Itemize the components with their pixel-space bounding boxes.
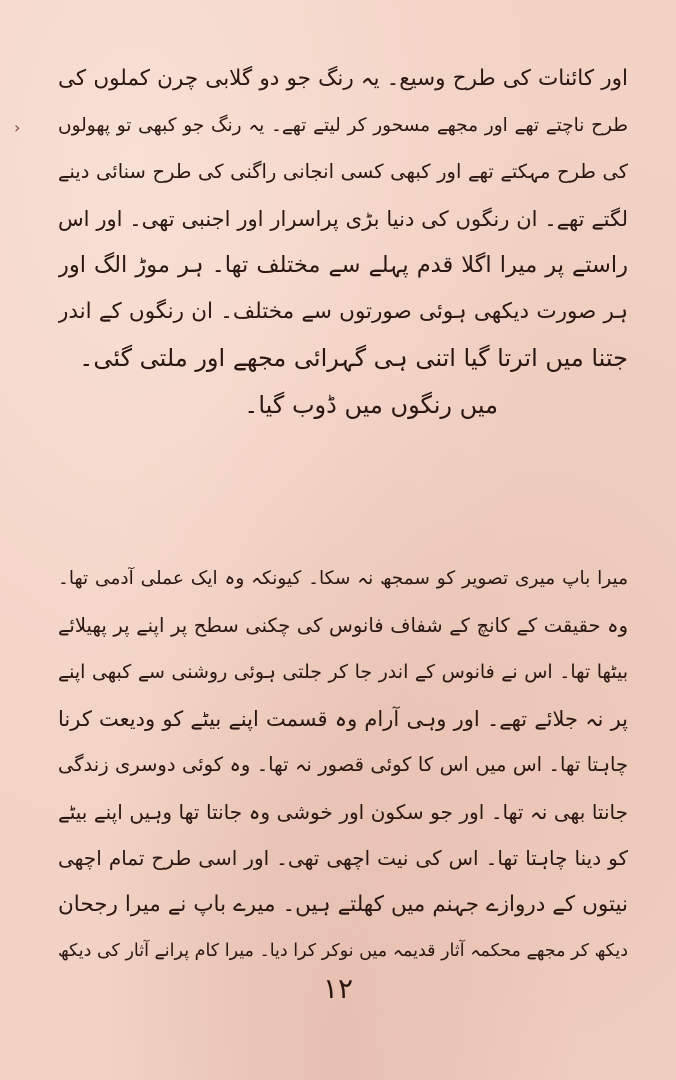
text-line: بیٹھا تھا۔ اس نے فانوس کے اندر جا کر جلتی ہوئی روشنی سے کبھی اپنے bbox=[58, 661, 628, 683]
text-line: طرح ناچتے تھے اور مجھے مسحور کر لیتے تھے۔ یہ رنگ جو کبھی تو پھولوں bbox=[58, 114, 628, 136]
text-line: نیتوں کے دروازے جہنم میں کھلتے ہیں۔ میرے باپ نے میرا رجحان bbox=[58, 891, 628, 917]
text-line: کی طرح مہکتے تھے اور کبھی کسی انجانی راگنی کی طرح سنائی دینے bbox=[58, 160, 628, 183]
text-line: وہ حقیقت کے کانچ کے شفاف فانوس کی چکنی سطح پر اپنے پر پھیلائے bbox=[58, 613, 628, 637]
text-line: میرا باپ میری تصویر کو سمجھ نہ سکا۔ کیونکہ وہ ایک عملی آدمی تھا۔ bbox=[58, 568, 628, 589]
margin-mark: › bbox=[14, 118, 21, 137]
page-number: ۱۲ bbox=[322, 972, 354, 1005]
paragraph-2 bbox=[58, 556, 628, 975]
text-line: دیکھ کر مجھے محکمہ آثار قدیمہ میں نوکر کرا دیا۔ میرا کام پرانے آثار کی دیکھ bbox=[58, 941, 628, 961]
text-line: جتنا میں اترتا گیا اتنی ہی گہرائی مجھے اور ملتی گئی۔ bbox=[79, 344, 628, 372]
text-line: لگتے تھے۔ ان رنگوں کی دنیا بڑی پراسرار اور اجنبی تھی۔ اور اس bbox=[58, 206, 628, 231]
text-line: ہر صورت دیکھی ہوئی صورتوں سے مختلف۔ ان رنگوں کے اندر bbox=[58, 298, 628, 324]
text-line: اور کائنات کی طرح وسیع۔ یہ رنگ جو دو گلابی چرن کملوں کی bbox=[58, 66, 628, 91]
text-line: چاہتا تھا۔ اس میں اس کا کوئی قصور نہ تھا۔ وہ کوئی دوسری زندگی bbox=[58, 753, 628, 776]
paragraph-1 bbox=[58, 56, 628, 428]
text-line: میں رنگوں میں ڈوب گیا۔ bbox=[244, 390, 498, 419]
text-line: کو دینا چاہتا تھا۔ اس کی نیت اچھی تھی۔ اور اسی طرح تمام اچھی bbox=[58, 846, 628, 870]
text-line: پر نہ جلائے تھے۔ اور وہی آرام وہ قسمت اپنے بیٹے کو ودیعت کرنا bbox=[58, 706, 628, 731]
text-line: راستے پر میرا اگلا قدم پہلے سے مختلف تھا۔ ہر موڑ الگ اور bbox=[58, 252, 628, 278]
text-line: جانتا بھی نہ تھا۔ اور جو سکون اور خوشی وہ جانتا تھا وہیں اپنے بیٹے bbox=[58, 799, 628, 824]
